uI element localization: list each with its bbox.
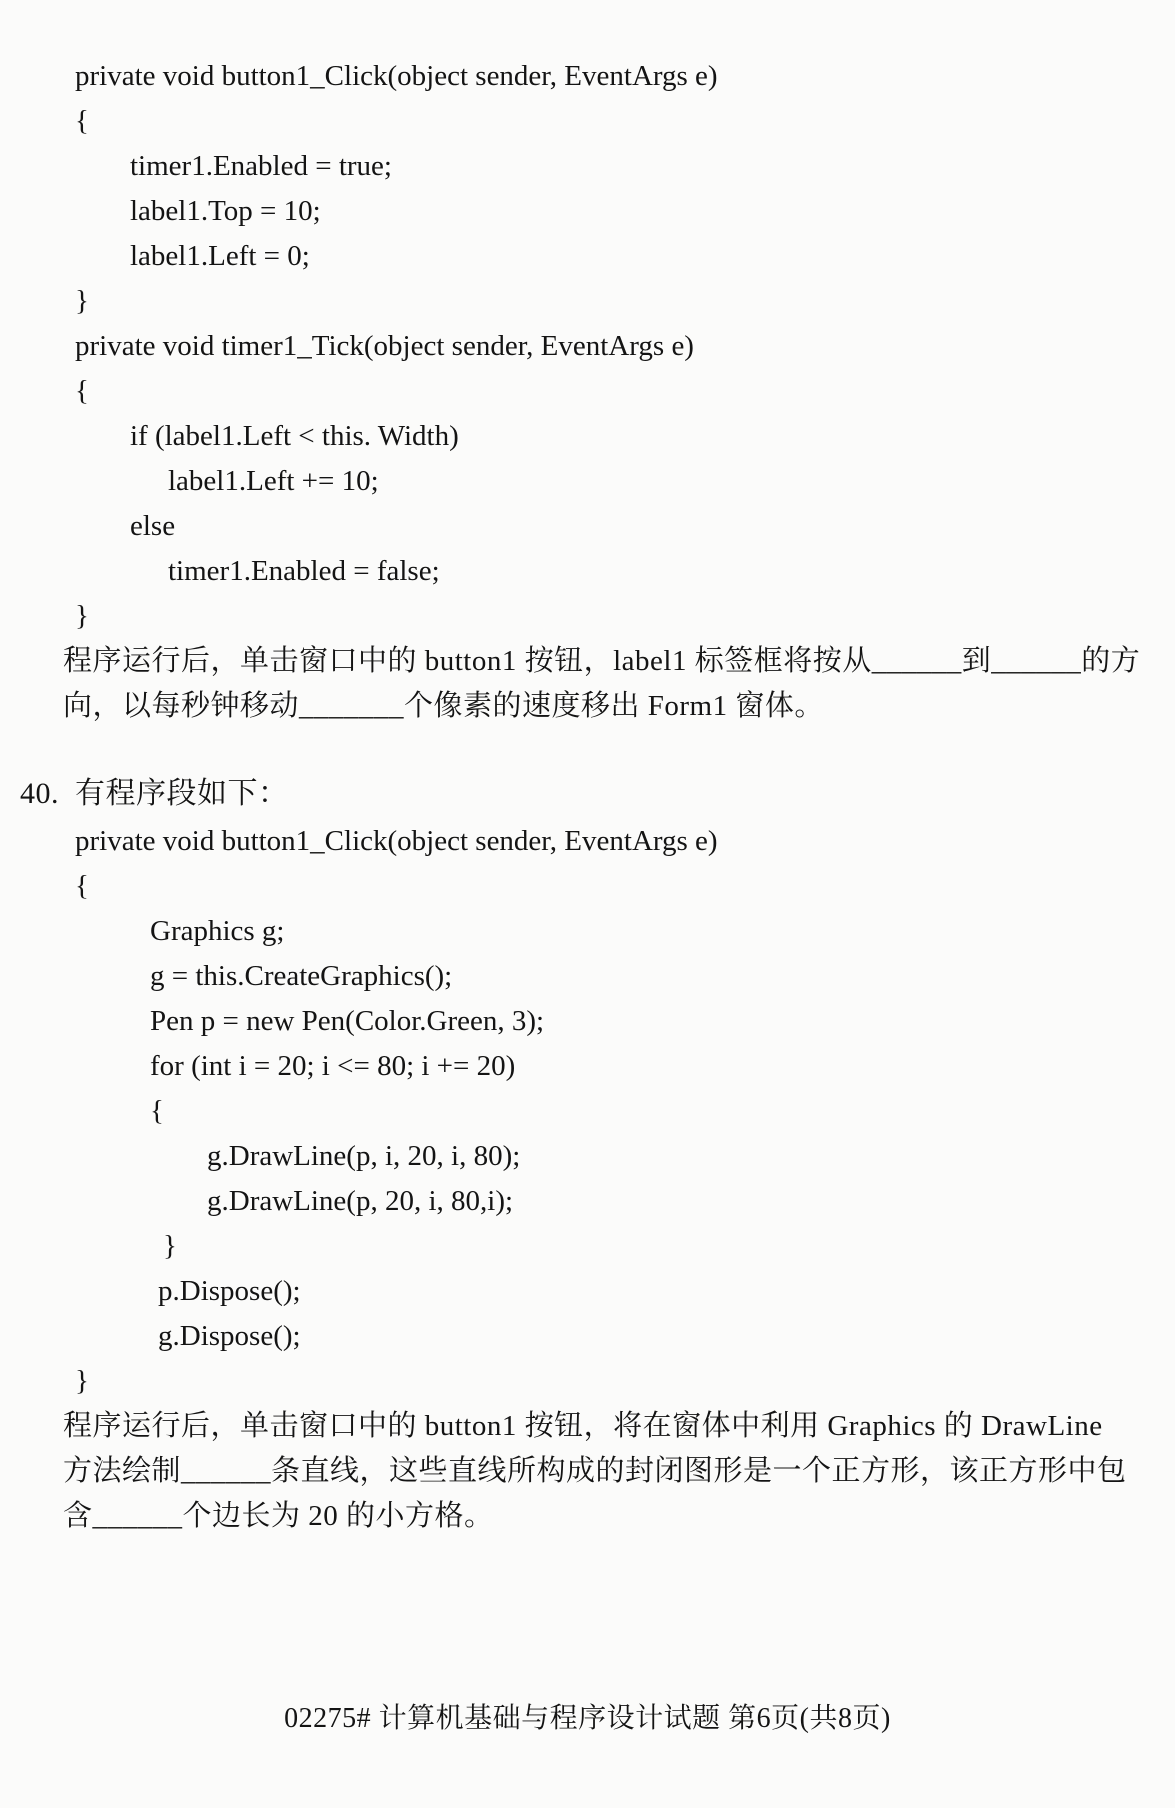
code-line: { [150, 1095, 164, 1127]
code-line: { [75, 105, 89, 137]
code-line: } [75, 1365, 89, 1397]
code-line: private void button1_Click(object sender, EventArgs e) [75, 825, 718, 857]
question-intro: 有程序段如下： [75, 777, 289, 810]
code-block-q39 [0, 54, 1175, 639]
footer-text: 02275# 计算机基础与程序设计试题 第6页(共8页) [284, 1703, 891, 1734]
code-line: label1.Left += 10; [168, 465, 379, 497]
code-line: p.Dispose(); [158, 1275, 301, 1307]
question-40 [0, 769, 1175, 1539]
question-40-header [0, 769, 1175, 819]
code-line: Graphics g; [150, 915, 285, 947]
q40-prompt-line-1: 程序运行后，单击窗口中的 button1 按钮，将在窗体中利用 Graphics 的 DrawLine [63, 1410, 1103, 1442]
code-line: private void timer1_Tick(object sender, EventArgs e) [75, 330, 694, 362]
code-line: timer1.Enabled = true; [130, 150, 392, 182]
code-line: } [75, 285, 89, 317]
code-line: g.DrawLine(p, i, 20, i, 80); [207, 1140, 521, 1172]
code-line: else [130, 510, 176, 542]
code-line: private void button1_Click(object sender, EventArgs e) [75, 60, 718, 92]
q39-prompt-line-2: 向，以每秒钟移动_______个像素的速度移出 Form1 窗体。 [63, 690, 824, 722]
code-line: { [75, 375, 89, 407]
question-number: 40. [20, 777, 59, 810]
code-line: Pen p = new Pen(Color.Green, 3); [150, 1005, 545, 1037]
page-footer [0, 1702, 1175, 1736]
q39-prompt-line-1: 程序运行后，单击窗口中的 button1 按钮，label1 标签框将按从______到______的方 [63, 645, 1141, 677]
code-line: timer1.Enabled = false; [168, 555, 440, 587]
code-line: g.DrawLine(p, 20, i, 80,i); [207, 1185, 514, 1217]
q40-prompt-line-2: 方法绘制______条直线，这些直线所构成的封闭图形是一个正方形，该正方形中包 [63, 1455, 1127, 1487]
question-39-continuation [0, 0, 1175, 729]
code-line: for (int i = 20; i <= 80; i += 20) [150, 1050, 516, 1082]
code-line: if (label1.Left < this. Width) [130, 420, 459, 452]
code-line: label1.Top = 10; [130, 195, 321, 227]
code-line: { [75, 870, 89, 902]
code-line: g.Dispose(); [158, 1320, 301, 1352]
q40-prompt-line-3: 含______个边长为 20 的小方格。 [63, 1500, 494, 1532]
code-line: label1.Left = 0; [130, 240, 310, 272]
code-line: g = this.CreateGraphics(); [150, 960, 453, 992]
code-line: } [163, 1230, 177, 1262]
code-line: } [75, 600, 89, 632]
code-block-q40 [0, 819, 1175, 1404]
